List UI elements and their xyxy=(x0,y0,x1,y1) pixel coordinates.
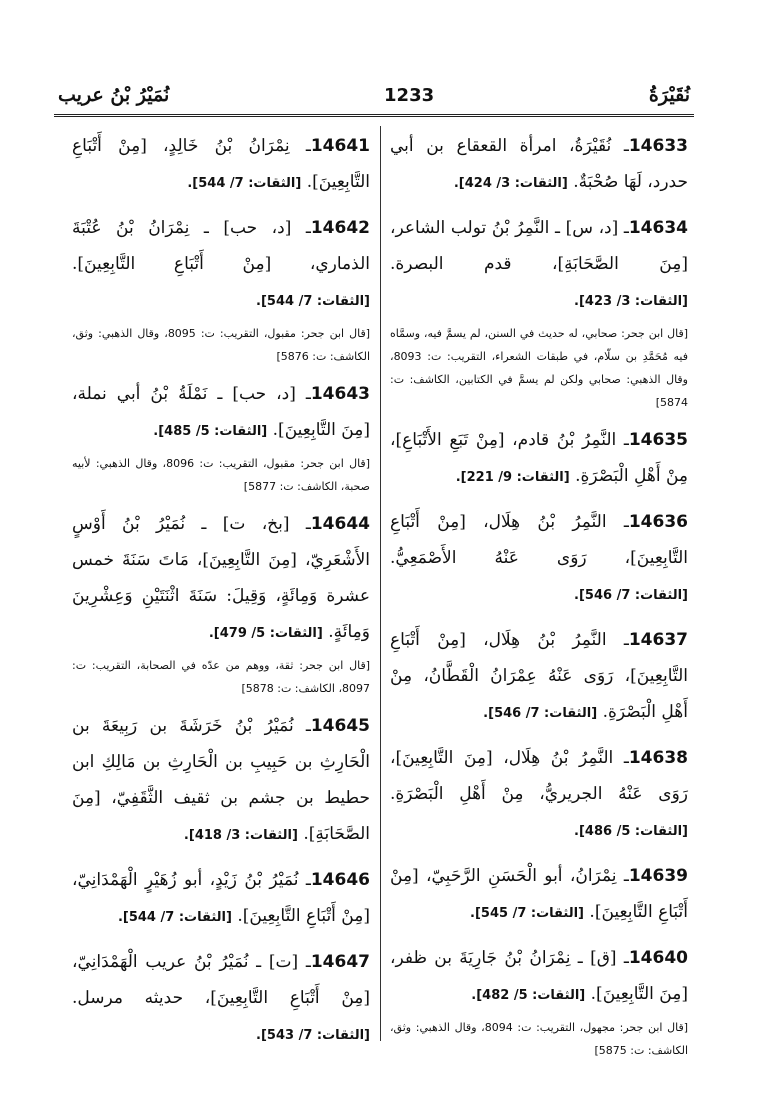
entry-footnote: [قال ابن جحر: مجهول، التقريب: ت: 8094، وقال الذهبي: وثق، الكاشف: ت: 5875] xyxy=(390,1021,688,1057)
entry-footnote: [قال ابن جحر: مقبول، التقريب: ت: 8095، وقال الذهبي: وثق، الكاشف: ت: 5876] xyxy=(72,327,370,363)
entry-number: 14633 xyxy=(628,136,688,156)
entry xyxy=(390,128,688,202)
entry-number: 14635 xyxy=(628,430,688,450)
thiqat-reference: [الثقات: 5/ 485]. xyxy=(153,424,268,439)
thiqat-reference: [الثقات: 9/ 221]. xyxy=(455,470,570,485)
entry-number: 14636 xyxy=(628,512,688,532)
entry xyxy=(72,376,370,498)
entry-number: 14641 xyxy=(310,136,370,156)
entry-body xyxy=(72,708,370,854)
entry-text: ـ نِمْرَانُ، أبو الْحَسَنِ الرَّحَبِيّ، [مِنْ أَتْبَاعِ التَّابِعِينَ]. xyxy=(390,866,688,922)
thiqat-reference: [الثقات: 7/ 543]. xyxy=(256,1028,370,1043)
thiqat-reference: [الثقات: 3/ 424]. xyxy=(453,176,568,191)
thiqat-reference: [الثقات: 7/ 546]. xyxy=(574,588,688,603)
page-number: 1233 xyxy=(384,84,435,106)
running-head-right: نُقَيْرَةُ xyxy=(648,84,690,106)
entry-number: 14640 xyxy=(628,948,688,968)
entry-number: 14644 xyxy=(310,514,370,534)
entry-body xyxy=(390,422,688,496)
entry xyxy=(390,622,688,732)
entry-number: 14646 xyxy=(310,870,370,890)
entry-text: ـ [د، حب] ـ نَمْلَةُ بْنُ أبي نملة، [مِنَ التَّابِعِينَ]. xyxy=(72,384,370,440)
entry-number: 14634 xyxy=(628,218,688,238)
entry-body xyxy=(390,940,688,1014)
running-head-left: نُمَيْرُ بْنُ عريب xyxy=(58,84,170,106)
entry-text: ـ نُمَيْرُ بْنُ زَيْدٍ، أبو زُهَيْرٍ الْهَمْدَانِيّ، [مِنْ أَتْبَاعِ التَّابِعِينَ]. xyxy=(72,870,370,926)
entry-body xyxy=(390,210,688,320)
entry-footnote: [قال ابن جحر: مقبول، التقريب: ت: 8096، وقال الذهبي: لأبيه صحبة، الكاشف: ت: 5877] xyxy=(72,457,370,493)
entry xyxy=(390,740,688,850)
entry xyxy=(390,940,688,1062)
entry-footnote: [قال ابن جحر: ثقة، ووهم من عدّه في الصحابة، التقريب: ت: 8097، الكاشف: ت: 5878] xyxy=(72,659,370,695)
left-column xyxy=(72,128,370,1062)
entry-body xyxy=(72,210,370,320)
thiqat-reference: [الثقات: 7/ 546]. xyxy=(483,706,598,721)
entry-text: ـ [د، حب] ـ نِمْرَانُ بْنُ عُتْبَةَ الذماري، [مِنْ أَتْبَاعِ التَّابِعِينَ]. xyxy=(72,218,370,274)
entry xyxy=(72,128,370,202)
header-rule xyxy=(54,114,694,117)
entry-body xyxy=(390,858,688,932)
thiqat-reference: [الثقات: 5/ 482]. xyxy=(471,988,586,1003)
entry-number: 14638 xyxy=(628,748,688,768)
entry-number: 14643 xyxy=(310,384,370,404)
entry-body xyxy=(72,376,370,450)
entry-footnote: [قال ابن جحر: صحابي، له حديث في السنن، لم يسمَّ فيه، وسمَّاه فيه مُحَمَّدِ بن سلّام، في طبقات الشعراء، التقريب: ت: 8093، وقال الذهبي: صحابي ولكن لم يسمَّ في الكتابين، الكاشف: ت: 5874] xyxy=(390,327,688,409)
entry-body xyxy=(72,506,370,652)
entry-number: 14647 xyxy=(310,952,370,972)
entry xyxy=(390,210,688,414)
entry-body xyxy=(390,128,688,202)
entry-number: 14645 xyxy=(310,716,370,736)
entry-body xyxy=(390,504,688,614)
entry-text: ـ النَّمِرُ بْنُ قادم، [مِنْ تَبَعِ الأَتْبَاعِ]، مِنْ أَهْلِ الْبَصْرَةِ. xyxy=(390,430,688,486)
entry-text: ـ النَّمِرُ بْنُ هِلَال، [مِنَ التَّابِعِينَ]، رَوَى عَنْهُ الجريريُّ، مِنْ أَهْلِ الْبَصْرَةِ. xyxy=(390,748,688,804)
page-header xyxy=(58,80,690,110)
entry-body xyxy=(390,622,688,732)
thiqat-reference: [الثقات: 3/ 423]. xyxy=(574,294,688,309)
entry-body xyxy=(72,862,370,936)
entry xyxy=(72,944,370,1054)
column-divider xyxy=(380,126,381,1041)
entry xyxy=(72,708,370,854)
thiqat-reference: [الثقات: 7/ 544]. xyxy=(187,176,302,191)
thiqat-reference: [الثقات: 3/ 418]. xyxy=(183,828,298,843)
entry xyxy=(390,422,688,496)
thiqat-reference: [الثقات: 7/ 544]. xyxy=(256,294,370,309)
thiqat-reference: [الثقات: 5/ 479]. xyxy=(208,626,323,641)
entry-number: 14642 xyxy=(310,218,370,238)
entry-text: ـ النَّمِرُ بْنُ هِلَال، [مِنْ أَتْبَاعِ التَّابِعِينَ]، رَوَى عَنْهُ الأَصْمَعِيُّ. xyxy=(390,512,688,568)
right-column xyxy=(390,128,688,1070)
entry-number: 14637 xyxy=(628,630,688,650)
entry-number: 14639 xyxy=(628,866,688,886)
entry-body xyxy=(390,740,688,850)
entry xyxy=(390,858,688,932)
entry-body xyxy=(72,944,370,1054)
entry-text: ـ [ت] ـ نُمَيْرُ بْنُ عريب الْهَمْدَانِيّ، [مِنْ أَتْبَاعِ التَّابِعِينَ]، حديثه مرسل. xyxy=(72,952,370,1008)
entry xyxy=(72,210,370,368)
thiqat-reference: [الثقات: 7/ 545]. xyxy=(470,906,585,921)
entry xyxy=(390,504,688,614)
thiqat-reference: [الثقات: 5/ 486]. xyxy=(574,824,688,839)
entry-text: ـ [بخ، ت] ـ نُمَيْرُ بْنُ أَوْسٍ الأَشْعَرِيّ، [مِنَ التَّابِعِينَ]، مَاتَ سَنَةَ خمس عشرة وَمِائَةٍ، وَقِيلَ: سَنَةَ اثْنَتَيْنِ وَعِشْرِينَ وَمِائَةٍ. xyxy=(72,514,370,642)
entry-text: ـ نِمْرَانُ بْنُ خَالِدٍ، [مِنْ أَتْبَاعِ التَّابِعِينَ]. xyxy=(72,136,370,192)
thiqat-reference: [الثقات: 7/ 544]. xyxy=(117,910,232,925)
entry xyxy=(72,862,370,936)
entry-text: ـ [ق] ـ نِمْرَانُ بْنُ جَارِيَةَ بن ظفر، [مِنَ التَّابِعِينَ]. xyxy=(390,948,688,1004)
entry-text: ـ نُمَيْرُ بْنُ خَرَشَةَ بن رَبِيعَةَ بن الْحَارِثِ بن حَبِيبِ بن الْحَارِثِ بن مَالِكِ ابن حطيط بن جشم بن ثقيف الثَّقَفِيّ، [مِنَ الصَّحَابَةِ]. xyxy=(72,716,370,844)
entry-text: ـ [د، س] ـ النَّمِرُ بْنُ تولب الشاعر، [مِنَ الصَّحَابَةِ]، قدم البصرة. xyxy=(390,218,688,274)
entry xyxy=(72,506,370,700)
entry-text: ـ النَّمِرُ بْنُ هِلَال، [مِنْ أَتْبَاعِ التَّابِعِينَ]، رَوَى عَنْهُ عِمْرَانُ الْقَطَّانُ، مِنْ أَهْلِ الْبَصْرَةِ. xyxy=(390,630,688,722)
entry-text: ـ نُقَيْرَةُ، امرأة القعقاع بن أبي حدرد، لَهَا صُحْبَةٌ. xyxy=(390,136,688,192)
entry-body xyxy=(72,128,370,202)
